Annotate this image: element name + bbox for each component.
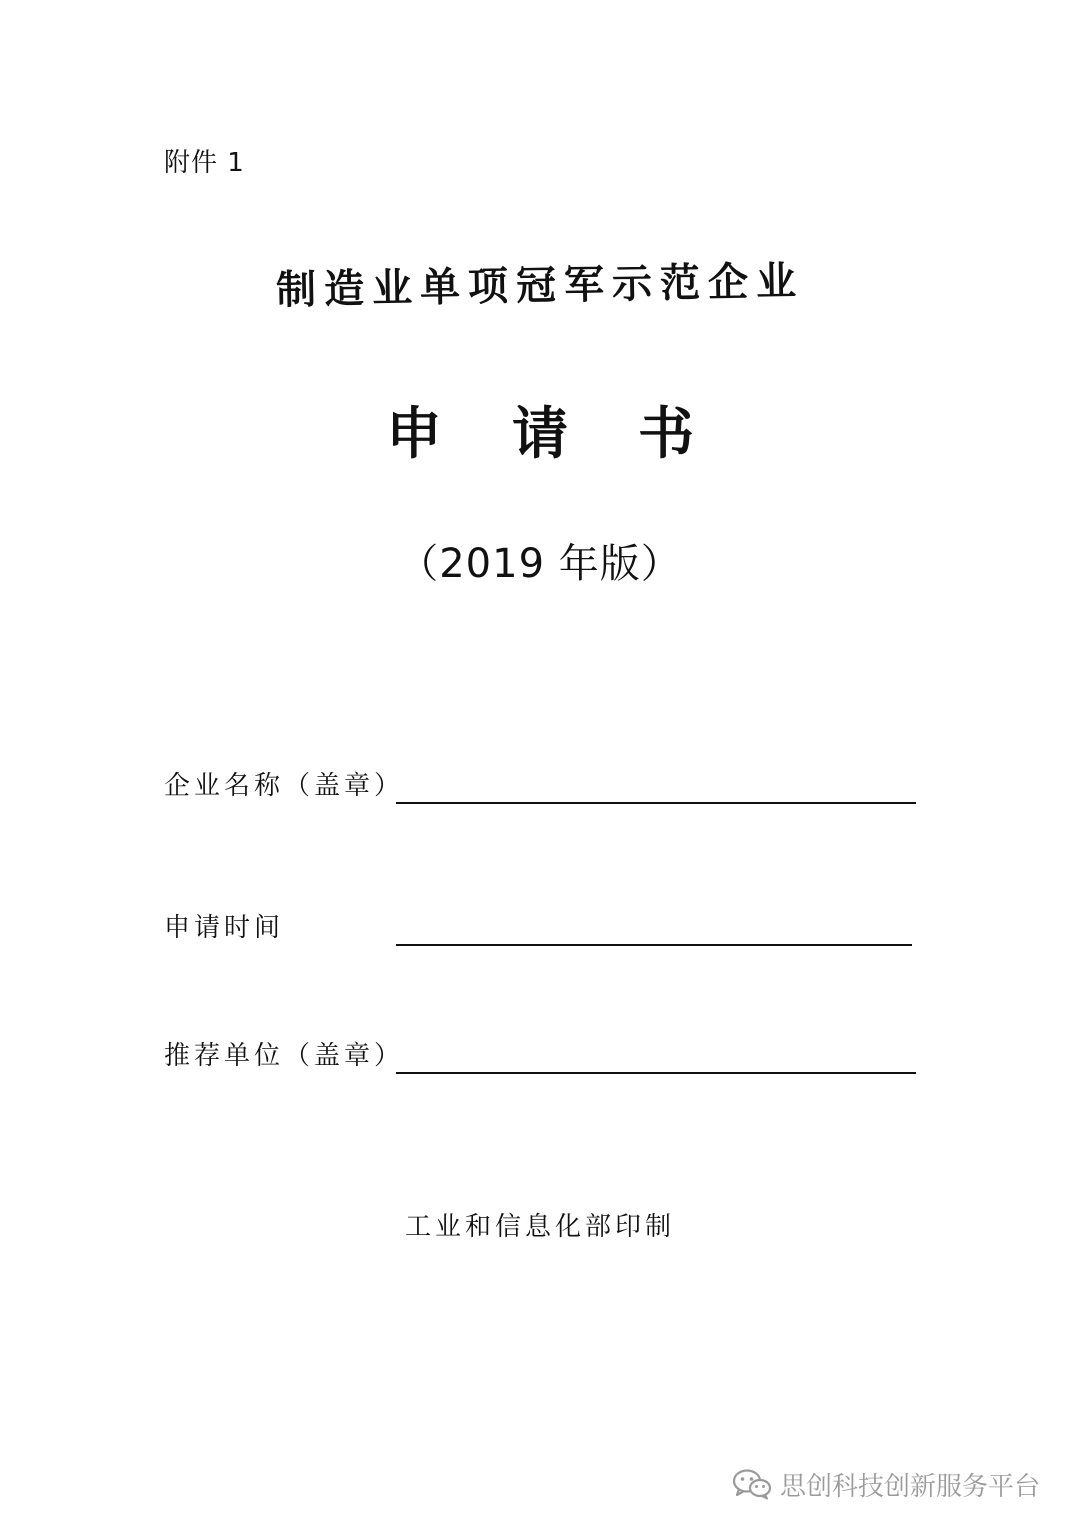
watermark [732,1462,1040,1506]
company-name-label: 企业名称（盖章） [164,771,405,801]
document-edition: （2019 年版） [398,541,682,587]
document-subtitle: 申请书 [386,401,764,467]
publisher-line: 工业和信息化部印制 [404,1212,675,1242]
application-date-label: 申请时间 [164,913,285,943]
recommender-field [164,1034,924,1074]
application-date-blank-line [396,944,912,946]
document-title: 制造业单项冠军示范企业 [275,257,805,314]
recommender-blank-line [396,1072,916,1074]
company-name-field [164,764,924,804]
application-date-field [164,906,924,946]
attachment-label: 附件 1 [164,148,245,178]
recommender-label: 推荐单位（盖章） [164,1041,405,1071]
watermark-text: 思创科技创新服务平台 [780,1471,1041,1502]
wechat-icon [732,1468,772,1500]
company-name-blank-line [396,802,916,804]
